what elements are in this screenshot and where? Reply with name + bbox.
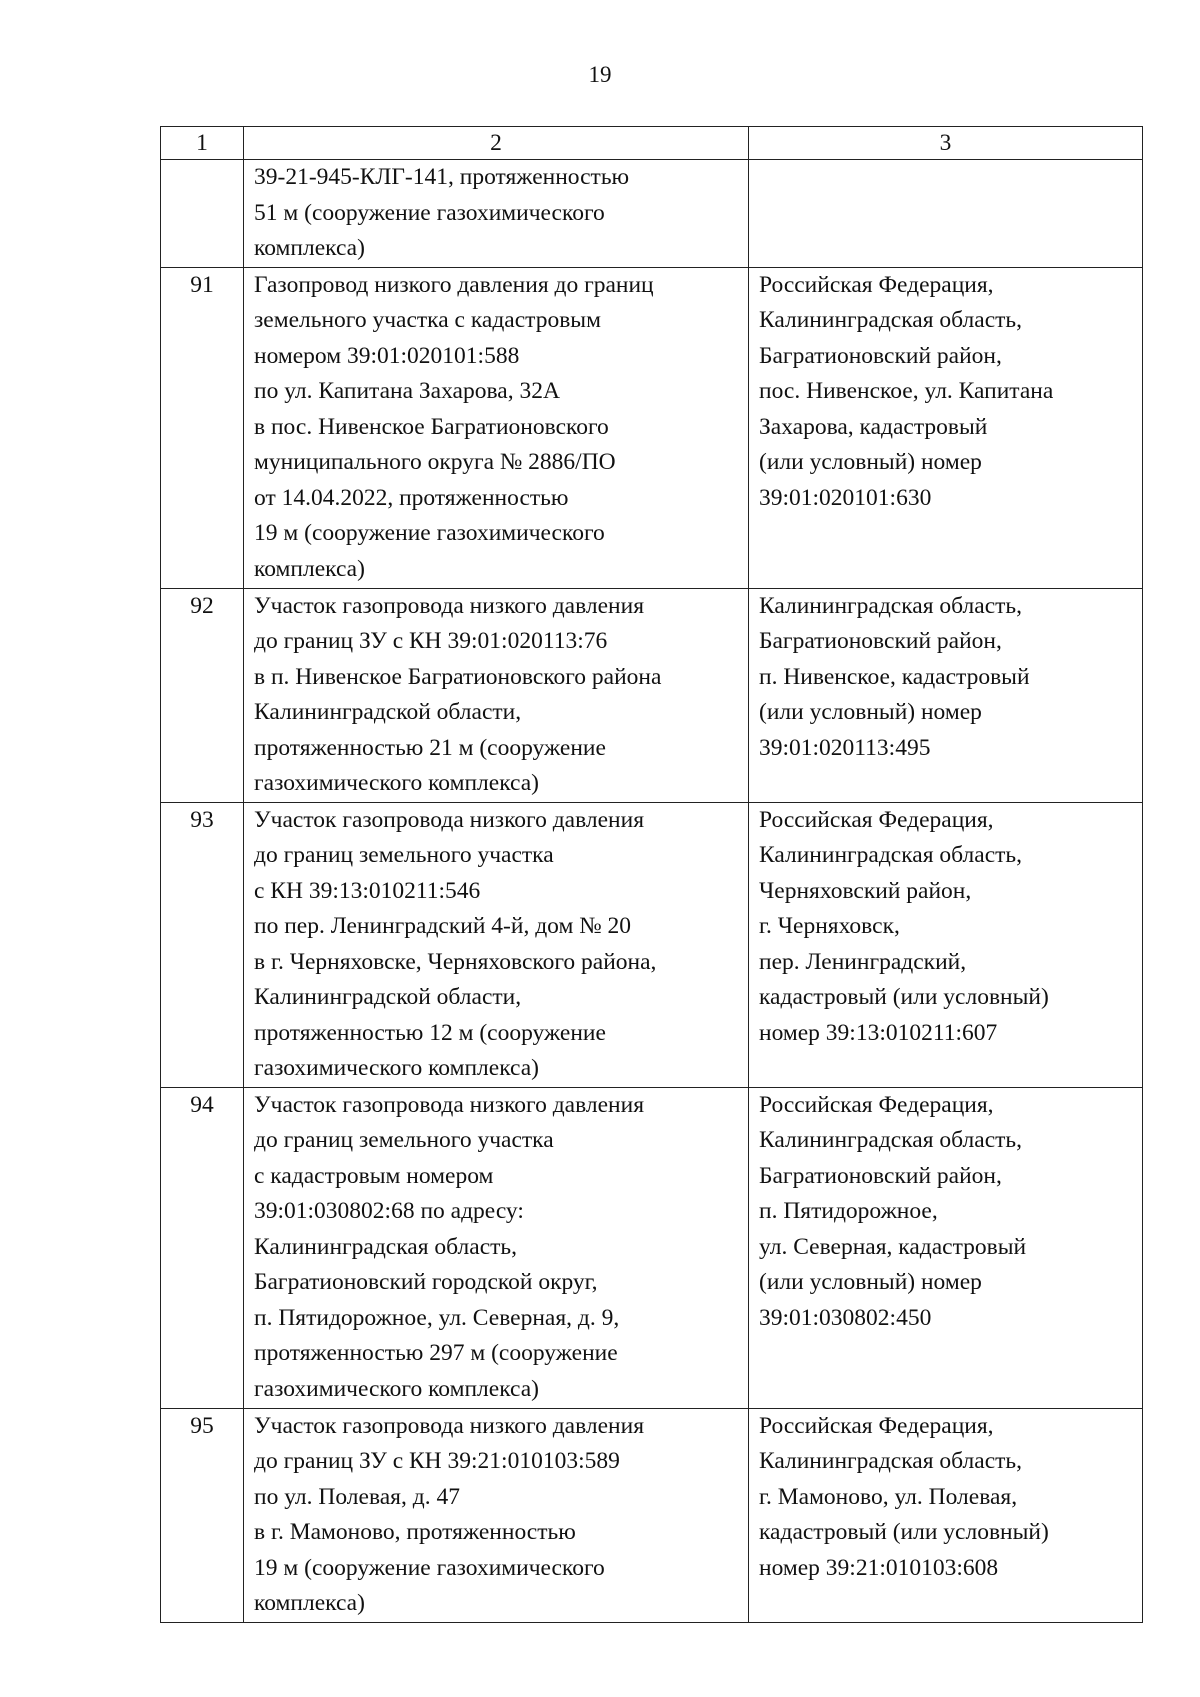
location-line: Российская Федерация, [759, 271, 994, 298]
location-line: Багратионовский район, [759, 628, 1002, 654]
description-line: 39-21-945-КЛГ-141, протяженностью [254, 164, 630, 190]
row-number: 94 [161, 1087, 244, 1408]
description-line: комплекса) [254, 235, 365, 261]
description-line: до границ ЗУ с КН 39:01:020113:76 [254, 628, 608, 654]
object-location [749, 160, 1143, 268]
description-line: протяженностью 12 м (сооружение [254, 1019, 606, 1046]
object-location [749, 588, 1143, 802]
location-line: (или условный) номер [759, 1269, 982, 1295]
location-line: Захарова, кадастровый [759, 413, 988, 440]
location-line: (или условный) номер [759, 449, 982, 475]
description-line: муниципального округа № 2886/ПО [254, 449, 616, 475]
description-line: Багратионовский городской округ, [254, 1269, 598, 1295]
location-line: Калининградская область, [759, 842, 1022, 868]
location-line: Калининградская область, [759, 1127, 1022, 1153]
location-line: Багратионовский район, [759, 342, 1002, 369]
description-line: газохимического комплекса) [254, 770, 540, 796]
description-line: 19 м (сооружение газохимического [254, 1554, 605, 1581]
object-location [749, 802, 1143, 1087]
description-line: Участок газопровода низкого давления [254, 592, 645, 619]
description-line: в п. Нивенское Багратионовского района [254, 663, 662, 690]
location-line: Российская Федерация, [759, 806, 994, 833]
description-line: 19 м (сооружение газохимического [254, 520, 605, 546]
description-line: номером 39:01:020101:588 [254, 342, 520, 369]
description-line: комплекса) [254, 1590, 365, 1616]
column-header-1: 1 [161, 127, 244, 160]
row-number: 91 [161, 267, 244, 588]
object-description [244, 1408, 749, 1622]
object-description [244, 160, 749, 268]
table-row [161, 1408, 1143, 1622]
description-line: до границ земельного участка [254, 842, 554, 868]
description-line: протяженностью 21 м (сооружение [254, 734, 606, 761]
location-line: номер 39:21:010103:608 [759, 1554, 999, 1581]
location-line: 39:01:030802:450 [759, 1304, 932, 1331]
description-line: газохимического комплекса) [254, 1055, 540, 1081]
description-line: по ул. Полевая, д. 47 [254, 1483, 460, 1510]
location-line: 39:01:020101:630 [759, 484, 932, 511]
location-line: номер 39:13:010211:607 [759, 1019, 998, 1046]
object-description [244, 802, 749, 1087]
description-line: в г. Черняховске, Черняховского района, [254, 948, 657, 975]
table-row [161, 802, 1143, 1087]
description-line: Участок газопровода низкого давления [254, 1412, 645, 1439]
location-line: Российская Федерация, [759, 1412, 994, 1439]
location-line: Калининградская область, [759, 592, 1022, 619]
description-line: Калининградской области, [254, 699, 522, 725]
row-number: 92 [161, 588, 244, 802]
location-line: пос. Нивенское, ул. Капитана [759, 378, 1054, 404]
object-description [244, 588, 749, 802]
row-number: 93 [161, 802, 244, 1087]
location-line: ул. Северная, кадастровый [759, 1233, 1027, 1260]
description-line: протяженностью 297 м (сооружение [254, 1340, 618, 1366]
object-location [749, 267, 1143, 588]
description-line: в г. Мамоново, протяженностью [254, 1519, 576, 1545]
table-row [161, 1087, 1143, 1408]
description-line: от 14.04.2022, протяженностью [254, 484, 569, 511]
column-header-3: 3 [749, 127, 1143, 160]
location-line: п. Нивенское, кадастровый [759, 663, 1030, 690]
description-line: Газопровод низкого давления до границ [254, 271, 654, 298]
row-number [161, 160, 244, 268]
object-location [749, 1087, 1143, 1408]
location-line: пер. Ленинградский, [759, 948, 967, 975]
description-line: с кадастровым номером [254, 1162, 494, 1189]
page-number: 19 [588, 62, 612, 87]
description-line: Калининградская область, [254, 1233, 517, 1260]
location-line: Калининградская область, [759, 307, 1022, 333]
description-line: п. Пятидорожное, ул. Северная, д. 9, [254, 1304, 620, 1331]
location-line: Калининградская область, [759, 1448, 1022, 1474]
object-location [749, 1408, 1143, 1622]
location-line: Российская Федерация, [759, 1091, 994, 1118]
description-line: земельного участка с кадастровым [254, 307, 601, 333]
location-line: п. Пятидорожное, [759, 1198, 938, 1224]
description-line: 51 м (сооружение газохимического [254, 199, 605, 226]
location-line: (или условный) номер [759, 699, 982, 725]
description-line: газохимического комплекса) [254, 1375, 540, 1402]
location-line: г. Черняховск, [759, 913, 900, 939]
description-line: Участок газопровода низкого давления [254, 1091, 645, 1118]
description-line: по ул. Капитана Захарова, 32А [254, 378, 560, 404]
registry-table [160, 126, 1143, 1623]
description-line: в пос. Нивенское Багратионовского [254, 413, 609, 440]
table-row [161, 267, 1143, 588]
description-line: до границ ЗУ с КН 39:21:010103:589 [254, 1448, 620, 1474]
description-line: Калининградской области, [254, 984, 522, 1010]
row-number: 95 [161, 1408, 244, 1622]
column-header-2: 2 [244, 127, 749, 160]
object-description [244, 267, 749, 588]
location-line: 39:01:020113:495 [759, 734, 931, 761]
location-line: кадастровый (или условный) [759, 984, 1049, 1010]
description-line: Участок газопровода низкого давления [254, 806, 645, 833]
description-line: до границ земельного участка [254, 1127, 554, 1153]
location-line: Багратионовский район, [759, 1162, 1002, 1189]
table-header [161, 127, 1143, 160]
table-row-continuation [161, 160, 1143, 268]
description-line: по пер. Ленинградский 4-й, дом № 20 [254, 913, 631, 939]
description-line: 39:01:030802:68 по адресу: [254, 1198, 524, 1224]
table-row [161, 588, 1143, 802]
object-description [244, 1087, 749, 1408]
description-line: с КН 39:13:010211:546 [254, 877, 481, 904]
location-line: Черняховский район, [759, 877, 972, 904]
location-line: кадастровый (или условный) [759, 1519, 1049, 1545]
location-line: г. Мамоново, ул. Полевая, [759, 1483, 1018, 1510]
description-line: комплекса) [254, 555, 365, 582]
